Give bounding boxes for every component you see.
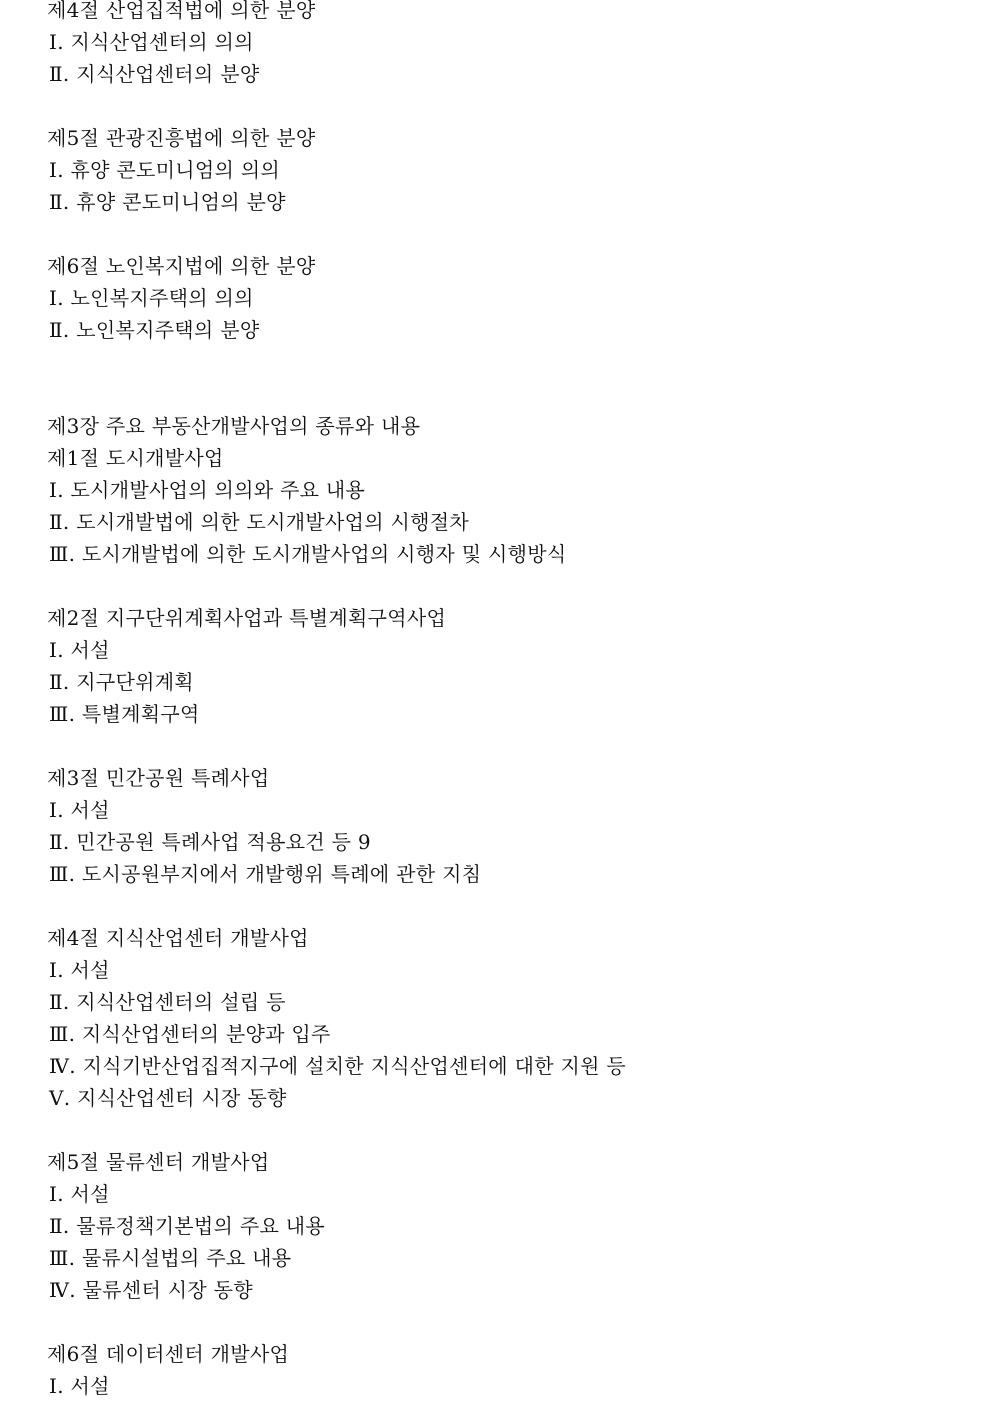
section-heading: 제3절 민간공원 특례사업 (47, 766, 270, 790)
toc-item: Ⅱ. 민간공원 특례사업 적용요건 등 9 (49, 830, 371, 854)
toc-item: Ⅳ. 지식기반산업집적지구에 설치한 지식산업센터에 대한 지원 등 (49, 1054, 627, 1078)
toc-item: Ⅱ. 지식산업센터의 설립 등 (49, 990, 286, 1014)
toc-item: Ⅰ. 도시개발사업의 의의와 주요 내용 (49, 478, 366, 502)
toc-item: Ⅲ. 도시공원부지에서 개발행위 특례에 관한 지침 (49, 862, 482, 886)
toc-item: Ⅲ. 물류시설법의 주요 내용 (49, 1246, 292, 1270)
toc-item: Ⅱ. 휴양 콘도미니엄의 분양 (49, 190, 286, 214)
toc-item: Ⅰ. 서설 (49, 958, 110, 982)
toc-item: Ⅰ. 서설 (49, 638, 110, 662)
toc-item: Ⅱ. 노인복지주택의 분양 (49, 318, 260, 342)
section-heading: 제3장 주요 부동산개발사업의 종류와 내용 (47, 414, 421, 438)
toc-item: Ⅱ. 지구단위계획 (49, 670, 194, 694)
toc-item: Ⅰ. 서설 (49, 1182, 110, 1206)
section-heading: 제2절 지구단위계획사업과 특별계획구역사업 (47, 606, 447, 630)
toc-item: Ⅲ. 도시개발법에 의한 도시개발사업의 시행자 및 시행방식 (49, 542, 567, 566)
toc-item: Ⅰ. 서설 (49, 1374, 110, 1398)
section-heading: 제5절 물류센터 개발사업 (47, 1150, 270, 1174)
toc-item: Ⅳ. 물류센터 시장 동향 (49, 1278, 253, 1302)
section-heading: 제4절 지식산업센터 개발사업 (47, 926, 309, 950)
toc-item: Ⅰ. 휴양 콘도미니엄의 의의 (49, 158, 281, 182)
toc-item: Ⅰ. 지식산업센터의 의의 (49, 30, 254, 54)
toc-item: Ⅰ. 서설 (49, 798, 110, 822)
section-heading: 제4절 산업집적법에 의한 분양 (47, 0, 316, 22)
toc-item: Ⅲ. 특별계획구역 (49, 702, 200, 726)
toc-item: Ⅱ. 지식산업센터의 분양 (49, 62, 260, 86)
toc-item: Ⅲ. 지식산업센터의 분양과 입주 (49, 1022, 331, 1046)
section-heading: 제6절 데이터센터 개발사업 (47, 1342, 290, 1366)
section-heading: 제5절 관광진흥법에 의한 분양 (47, 126, 316, 150)
toc-item: Ⅰ. 노인복지주택의 의의 (49, 286, 254, 310)
section-heading: 제6절 노인복지법에 의한 분양 (47, 254, 316, 278)
section-heading: 제1절 도시개발사업 (47, 446, 224, 470)
toc-item: Ⅱ. 물류정책기본법의 주요 내용 (49, 1214, 325, 1238)
toc-item: Ⅱ. 도시개발법에 의한 도시개발사업의 시행절차 (49, 510, 469, 534)
toc-item: Ⅴ. 지식산업센터 시장 동향 (49, 1086, 287, 1110)
